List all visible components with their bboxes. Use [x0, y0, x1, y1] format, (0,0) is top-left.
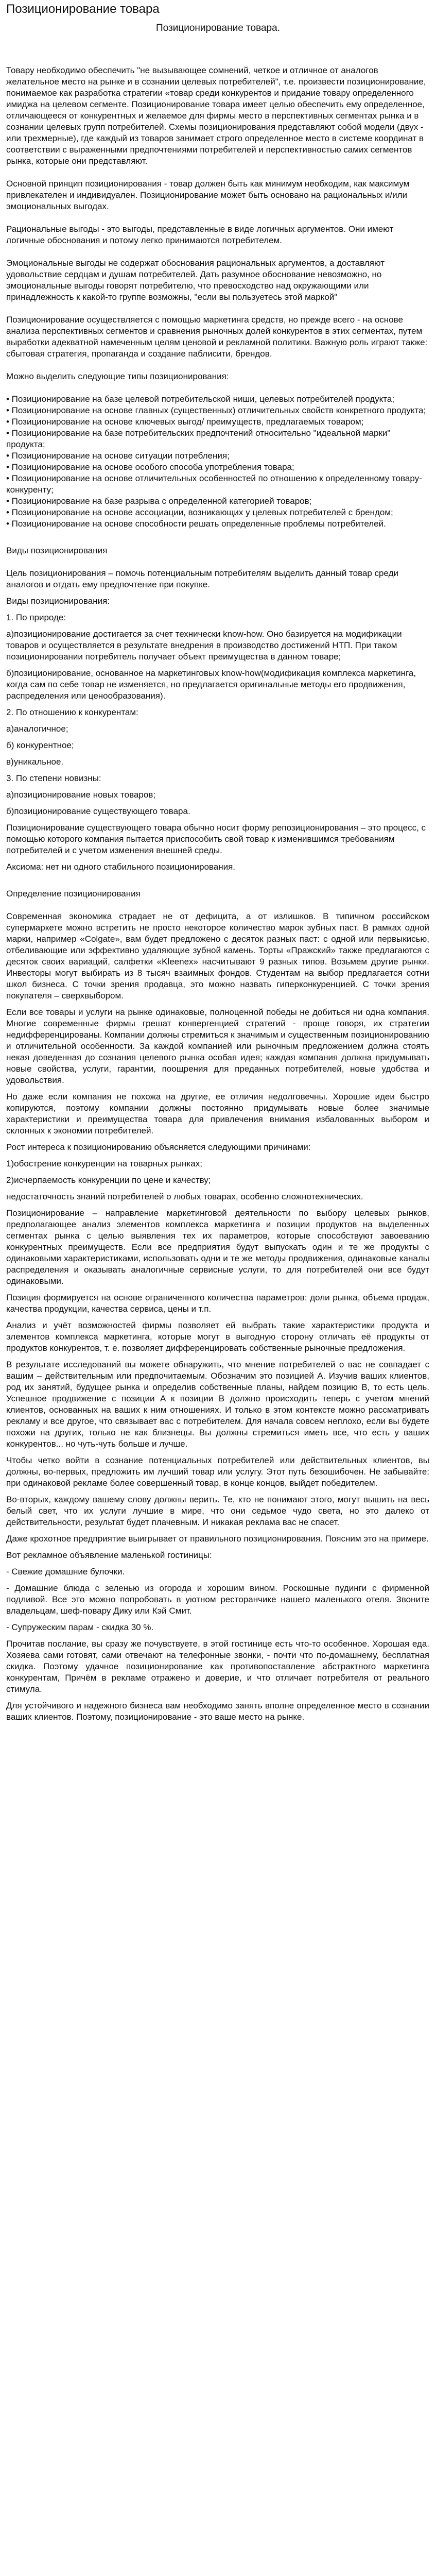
paragraph: Рост интереса к позиционированию объясняется следующими причинами: — [6, 1142, 311, 1152]
bullet-list: • Позиционирование на базе целевой потребительской ниши, целевых потребителей продукта; • Позиционирование на основе главных (существенных) отличительных свойств конкретного продукта; • Позиционирование на основе ключевых выгод/ преимуществ, предлагаемых товаром; • Позиционирование на базе потребительских предпочтений относительно "идеальной марки" продукта; • Позиционирование на основе ситуации потребления; • Позиционирование на основе особого способа употребления товара; • Позиционирование на основе отличительных особенностей по отношению к определенному товару-конкуренту; • Позиционирование на базе разрыва с определенной категорией товаров; • Позиционирование на основе ассоциации, возникающих у целевых потребителей с брендом; • Позиционирование на основе способности решать определенные проблемы потребителей. — [6, 394, 426, 529]
paragraph: 1)обострение конкуренции на товарных рынках; — [6, 1159, 202, 1168]
paragraph: Цель позиционирования – помочь потенциальным потребителям выделить данный товар среди аналогов и отдать ему предпочтение при покупке. — [6, 568, 399, 589]
paragraph: а)позиционирование новых товаров; — [6, 790, 156, 800]
paragraph: Виды позиционирования: — [6, 596, 110, 606]
paragraph: 2)исчерпаемость конкуренции по цене и качеству; — [6, 1175, 211, 1185]
paragraph: Современная экономика страдает не от дефицита, а от излишков. В типичном российском супермаркете можно встретить не просто некоторое количество марок зубных паст. В рамках одной марки, например «Colgate», вам будет предложено с десяток разных паст: с одной или первыкисью, отбеливающие или эффективно удаляющие зубной камень. Торты «Пражский» также предлагаются с десяток своих вариаций, салфетки «Kleenex» насчитывают 9 разных типов. Возьмем другие рынки. Инвесторы могут выбирать из 8 тысяч взаимных фондов. Студентам на выбор предлагается сотни школ бизнеса. С точки зрения продавца, это можно назвать гиперконкуренцией. С точки зрения покупателя – сверхвыбором. — [6, 911, 429, 1001]
section-heading: Определение позиционирования — [6, 889, 141, 899]
paragraph: 2. По отношению к конкурентам: — [6, 707, 138, 717]
paragraph: Эмоциональные выгоды не содержат обоснования рациональных аргументов, а доставляют удовольствие сердцам и душам потребителей. Дать разумное обоснование невозможно, но эмоциональные выгоды говорят потребителю, что превосходство над окружающими или принадлежность к какой-то группе возможны, "если вы пользуетесь этой маркой" — [6, 258, 385, 302]
paragraph: Позиционирование – направление маркетинговой деятельности по выбору целевых рынков, предполагающее анализ элементов комплекса маркетинга и позиции продуктов на выделенных сегментах рынка с целью выявления тех их параметров, которые способствуют завоеванию конкурентных преимуществ. Если все предприятия будут выпускать один и те же продукты с одинаковыми характеристиками, использовать одни и те же методы продвижения, одинаковые каналы распределения и оказывать аналогичные сервисные услуги, то для потребителей они все будут одинаковыми. — [6, 1208, 429, 1286]
paragraph: Позиционирование существующего товара обычно носит форму репозиционирования – это процесс, с помощью которого компания пытается приспособить свой товар к изменившимся требованиям потребителей и с учетом изменения внешней среды. — [6, 823, 426, 855]
paragraph: недостаточность знаний потребителей о любых товарах, особенно сложнотехнических. — [6, 1192, 363, 1201]
paragraph: б)позиционирование существующего товара. — [6, 806, 190, 816]
paragraph: - Свежие домашние булочки. — [6, 1567, 125, 1577]
paragraph: В результате исследований вы можете обнаружить, что мнение потребителей о вас не совпадает с вашим – действительным или предпочитаемым. Обозначим это позицией A. Изучив ваших клиентов, род их занятий, будущее рынка и определив собственные планы, найдем позицию B, то есть цель. Успешное продвижение с позиции A к позиции B должно происходить теперь с учетом мнений клиентов, основанных на ваших к ним отношениях. И только в этом контексте можно рассматривать рекламу и все другое, что связывает вас с потребителем. Для начала совсем неплохо, если вы будете похожи на других, только не как близнецы. Вы должны стремиться иметь все, что есть у ваших конкурентов... но чуть-чуть больше и лучше. — [6, 1360, 429, 1449]
page-title: Позиционирование товара — [6, 2, 160, 16]
document-body — [6, 65, 429, 1728]
paragraph: Прочитав послание, вы сразу же почувствуете, в этой гостинице есть что-то особенное. Хорошая еда. Хозяева сами готовят, сами отвечают на телефонные звонки, - почти что по-домашнему, бесплатная скидка. Поэтому удачное позиционирование как противопоставление абстрактного маркетинга конкурентам, Причём в рекламе отражено и доверие, и что отличает потребителя от реального стимула. — [6, 1639, 429, 1694]
paragraph: Но даже если компания не похожа на другие, ее отличия недолговечны. Хорошие идеи быстро копируются, поэтому компании должны постоянно придумывать новые более значимые характеристики и преимущества товара для привлечения внимания избалованных выбором и склонных к экономии потребителей. — [6, 1092, 429, 1136]
section-positioning-definition — [6, 888, 429, 1723]
paragraph: Позиционирование осуществляется с помощью маркетинга средств, но прежде всего - на основе анализа перспективных сегментов и сравнения рыночных долей конкурентов в этих сегментах, путем выработки адекватной намеченным целям ценовой и рекламной политики. Важную роль играют также: сбытовая стратегия, пропаганда и создание паблисити, брендов. — [6, 315, 428, 359]
paragraph: Аксиома: нет ни одного стабильного позиционирования. — [6, 862, 236, 872]
paragraph: Во-вторых, каждому вашему слову должны верить. Те, кто не понимают этого, могут вышить на весь белый свет, что их услуги лучшие в мире, что они седьмое чудо света, но это далеко от действительности, результат будет плачевным. И никакая реклама вас не спасет. — [6, 1495, 429, 1527]
paragraph: 3. По степени новизны: — [6, 773, 101, 783]
paragraph: б) конкурентное; — [6, 740, 74, 750]
section-heading: Виды позиционирования — [6, 546, 108, 555]
paragraph: Чтобы четко войти в сознание потенциальных потребителей или действительных клиентов, вы должны, во-первых, предложить им лучший товар или услугу. Этот путь безошибочен. Не забывайте: при одинаковой рекламе более совершенный товар, в конце концов, выйдет победителем. — [6, 1455, 429, 1488]
section-positioning-types — [6, 545, 429, 873]
paragraph: Основной принцип позиционирования - товар должен быть как минимум необходим, как максимум привлекателен и индивидуален. Позиционирование может быть основано на рациональных и/или эмоциональных выгодах. — [6, 179, 410, 211]
paragraph: Позиция формируется на основе ограниченного количества параметров: доли рынка, объема продаж, качества продукции, качества сервиса, цены и т.п. — [6, 1293, 429, 1314]
paragraph: Для устойчивого и надежного бизнеса вам необходимо занять вполне определенное место в сознании ваших клиентов. Поэтому, позиционирование - это ваше место на рынке. — [6, 1701, 429, 1722]
section-positioning-intro — [6, 65, 429, 530]
paragraph: а)позиционирование достигается за счет технически know-how. Оно базируется на модификации товаров и осуществляется в результате внедрения в производство достижений НТП. При таком позиционировании потребитель получает объект преимущества в данном товаре; — [6, 629, 402, 662]
paragraph: - Супружеским парам - скидка 30 %. — [6, 1622, 154, 1632]
paragraph: Товару необходимо обеспечить "не вызывающее сомнений, четкое и отличное от аналогов желательное место на рынке и в сознании целевых потребителей", т.е. произвести позиционирование, понимаемое как разработка стратегии «товар среди конкурентов и придание товару определенного имиджа на целевом сегменте. Позиционирование товара имеет целью обеспечить ему определенное, отличающееся от конкурентных и желаемое для фирмы место в перспективных сегментах рынка и в сознании целевых групп потребителей. Схемы позиционирования представляют собой модели (двух - или трехмерные), где каждый из товаров занимает строго определенное место в системе координат в соответствии с выраженными предпочтениями потребителей и перспективностью самих сегментов рынка, которые они представляют. — [6, 65, 426, 166]
paragraph: Вот рекламное объявление маленькой гостиницы: — [6, 1550, 212, 1560]
paragraph: Если все товары и услуги на рынке одинаковые, полноценной победы не добиться ни одна компания. Многие современные фирмы грешат конвергенцией стратегий - проще говоря, их стратегии недифференцированы. Компании должны стремиться к значимым и существенным позиционированию и отличительной особенности. За каждой компанией или рыночным предложением должна стоять некая доведенная до сознания целевого рынка особая идея; каждая компания должна придумывать новые свойства, услуги, гарантии, поощрения для преданных потребителей, новые удобства и удовольствия. — [6, 1007, 429, 1085]
paragraph: а)аналогичное; — [6, 724, 68, 734]
paragraph: - Домашние блюда с зеленью из огорода и хорошим вином. Роскошные пудинги с фирменной подливой. Все это можно попробовать в уютном ресторанчике нашего маленького отеля. Звоните владельцам, шеф-повару Дику или Кэй Смит. — [6, 1583, 429, 1616]
document-subtitle: Позиционирование товара. — [156, 23, 280, 33]
paragraph: Рациональные выгоды - это выгоды, представленные в виде логичных аргументов. Они имеют логичные обоснования и потому легко принимаются потребителем. — [6, 224, 394, 245]
paragraph: Даже крохотное предприятие выигрывает от правильного позиционирования. Поясним это на примере. — [6, 1534, 429, 1544]
paragraph: б)позиционирование, основанное на маркетинговых know-how(модификация комплекса маркетинга, когда сам по себе товар не изменяется, но предлагается оригинальные методы его продвижения, распределения или ценообразования). — [6, 668, 416, 701]
paragraph: Анализ и учёт возможностей фирмы позволяет ей выбрать такие характеристики продукта и элементов комплекса маркетинга, которые могут в выгодную сторону отличать её продукты от продуктов конкурентов, т. е. позволяет дифференцировать собственные рыночные предложения. — [6, 1320, 429, 1353]
paragraph: в)уникальное. — [6, 757, 64, 767]
paragraph: Можно выделить следующие типы позиционирования: — [6, 371, 229, 381]
paragraph: 1. По природе: — [6, 613, 66, 622]
